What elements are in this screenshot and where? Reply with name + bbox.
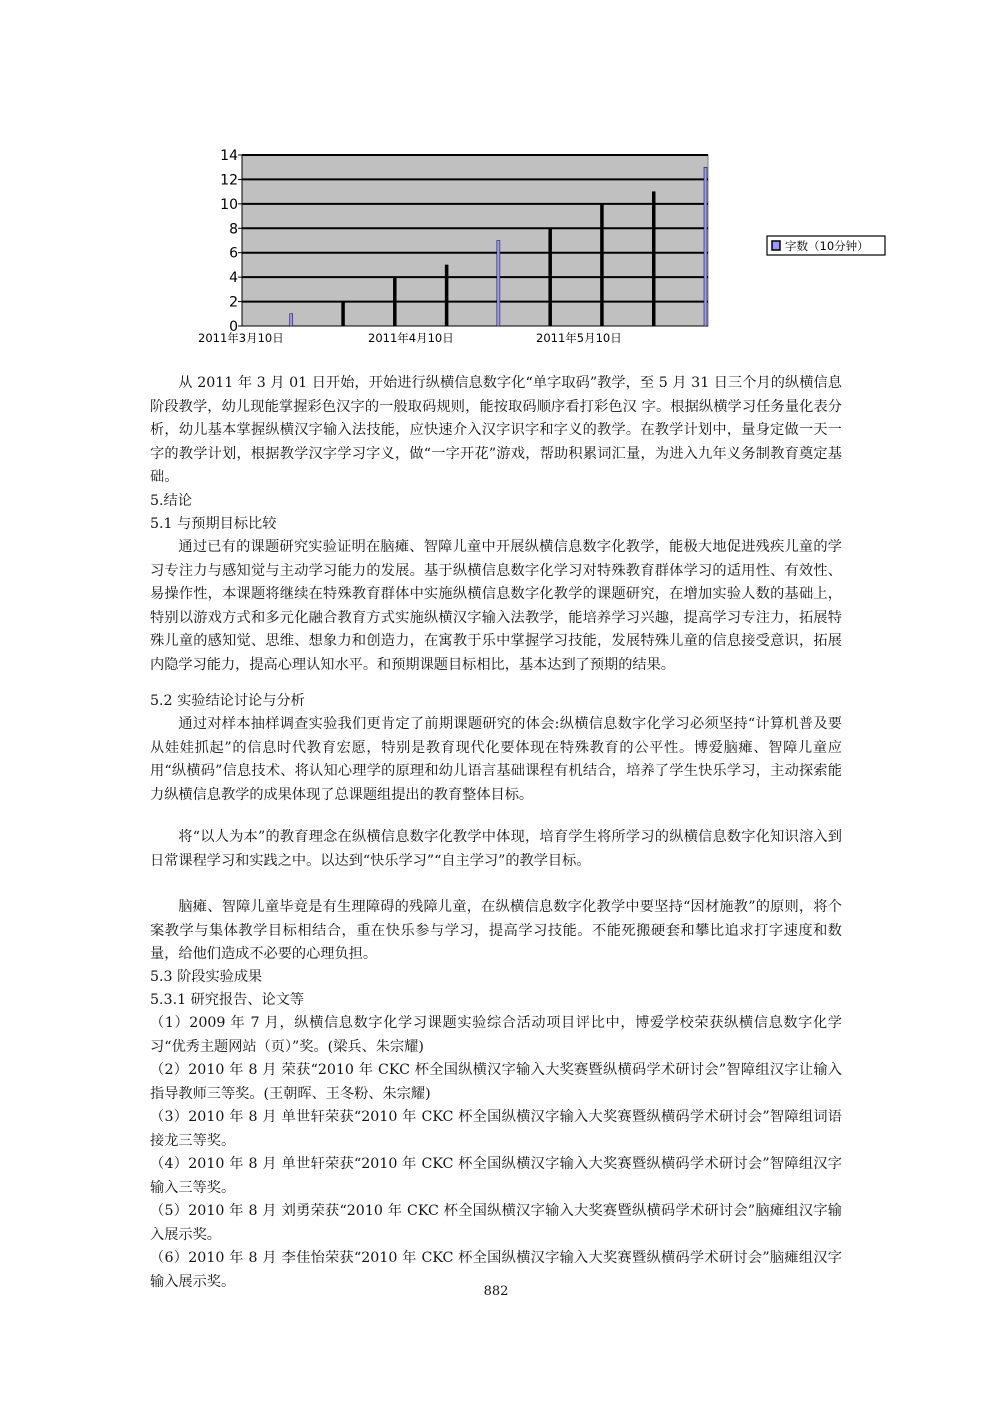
section-5-2-paragraph-3: 脑瘫、智障儿童毕竟是有生理障碍的残障儿童，在纵横信息数字化教学中要坚持“因材施教”的原则，将个案教学与集体教学目标相结合，重在快乐参与学习，提高学习技能。不能死搬硬套和攀比追求打字速度和数量，给他们造成不必要的心理负担。 <box>150 899 842 962</box>
bar-chart <box>180 140 900 355</box>
y-tick-label: 10 <box>220 196 238 213</box>
bar <box>652 192 655 326</box>
award-item: （1）2009 年 7 月，纵横信息数字化学习课题实验综合活动项目评比中，博爱学校荣获纵横信息数字化学习“优秀主题网站（页）”奖。(梁兵、朱宗耀) <box>150 1015 842 1055</box>
section-5-2-paragraph-2: 将“以人为本”的教育理念在纵横信息数字化教学中体现，培育学生将所学习的纵横信息数字化知识溶入到日常课程学习和实践之中。以达到“快乐学习”“自主学习”的教学目标。 <box>150 829 842 869</box>
plot-area <box>242 155 708 326</box>
bar <box>393 277 396 326</box>
section-5-3-title: 5.3 阶段实验成果 <box>150 969 263 985</box>
x-tick-label: 2011年5月10日 <box>536 331 622 345</box>
y-tick-label: 8 <box>229 221 238 238</box>
section-5-1-title: 5.1 与预期目标比较 <box>150 516 277 532</box>
page-number: 882 <box>483 1284 509 1299</box>
section-5-title: 5.结论 <box>150 493 192 509</box>
bar <box>549 228 552 326</box>
y-tick-label: 2 <box>229 294 238 311</box>
y-tick-label: 12 <box>220 172 238 189</box>
y-tick-label: 14 <box>220 148 238 164</box>
award-item: （4）2010 年 8 月 单世轩荣获“2010 年 CKC 杯全国纵横汉字输入大奖赛暨纵横码学术研讨会”智障组汉字输入三等奖。 <box>150 1156 842 1196</box>
x-tick-label: 2011年4月10日 <box>368 331 454 345</box>
section-5-1-paragraph: 通过已有的课题研究实验证明在脑瘫、智障儿童中开展纵横信息数字化教学，能极大地促进残疾儿童的学习专注力与感知觉与主动学习能力的发展。基于纵横信息数字化学习对特殊教育群体学习的适用性、有效性、易操作性，本课题将继续在特殊教育群体中实施纵横信息数字化教学的课题研究，在增加实验人数的基础上，特别以游戏方式和多元化融合教育方式实施纵横汉字输入法教学，能培养学习兴趣，提高学习专注力，拓展特殊儿童的感知觉、思维、想象力和创造力，在寓教于乐中掌握学习技能，发展特殊儿童的信息接受意识，拓展内隐学习能力，提高心理认知水平。和预期课题目标相比，基本达到了预期的结果。 <box>150 539 842 673</box>
bar <box>497 241 500 327</box>
section-5-2-paragraph-1: 通过对样本抽样调查实验我们更肯定了前期课题研究的体会:纵横信息数字化学习必须坚持“计算机普及要从娃娃抓起”的信息时代教育宏愿，特别是教育现代化要体现在特殊教育的公平性。博爱脑瘫、智障儿童应用“纵横码”信息技术、将认知心理学的原理和幼儿语言基础课程有机结合，培养了学生快乐学习，主动探索能力纵横信息教学的成果体现了总课题组提出的教育整体目标。 <box>150 716 842 803</box>
intro-paragraph: 从 2011 年 3 月 01 日开始，开始进行纵横信息数字化“单字取码”教学，至 5 月 31 日三个月的纵横信息阶段教学，幼儿现能掌握彩色汉字的一般取码规则，能按取码顺序看打彩色汉 字。根据纵横学习任务量化表分析，幼儿基本掌握纵横汉字输入法技能，应快速介入汉字识字和字义的教学。在教学计划中，量身定做一天一字的教学计划，根据教学汉字学习字义，做“一字开花”游戏，帮助积累词汇量，为进入九年义务制教育奠定基础。 <box>150 375 842 485</box>
bar <box>445 265 448 326</box>
section-5-3-1-title: 5.3.1 研究报告、论文等 <box>150 992 305 1008</box>
bar <box>290 314 293 326</box>
legend-label: 字数（10分钟） <box>785 239 869 253</box>
y-tick-label: 4 <box>229 270 238 287</box>
award-item: （5）2010 年 8 月 刘勇荣获“2010 年 CKC 杯全国纵横汉字输入大奖赛暨纵横码学术研讨会”脑瘫组汉字输入展示奖。 <box>150 1203 842 1243</box>
bar <box>704 167 707 326</box>
bar <box>600 204 603 326</box>
section-5-2-title: 5.2 实验结论讨论与分析 <box>150 693 305 709</box>
award-item: （3）2010 年 8 月 单世轩荣获“2010 年 CKC 杯全国纵横汉字输入大奖赛暨纵横码学术研讨会”智障组词语接龙三等奖。 <box>150 1109 842 1149</box>
legend-swatch <box>772 241 780 250</box>
award-item: （2）2010 年 8 月 荣获“2010 年 CKC 杯全国纵横汉字输入大奖赛暨纵横码学术研讨会”智障组汉字让输入指导教师三等奖。(王朝晖、王冬粉、朱宗耀) <box>150 1062 842 1102</box>
bar <box>342 302 345 326</box>
x-tick-label: 2011年3月10日 <box>198 331 284 345</box>
y-tick-label: 6 <box>229 245 238 262</box>
y-tick-label: 0 <box>229 319 238 335</box>
award-item: （6）2010 年 8 月 李佳怡荣获“2010 年 CKC 杯全国纵横汉字输入大奖赛暨纵横码学术研讨会”脑瘫组汉字输入展示奖。 <box>150 1250 842 1290</box>
